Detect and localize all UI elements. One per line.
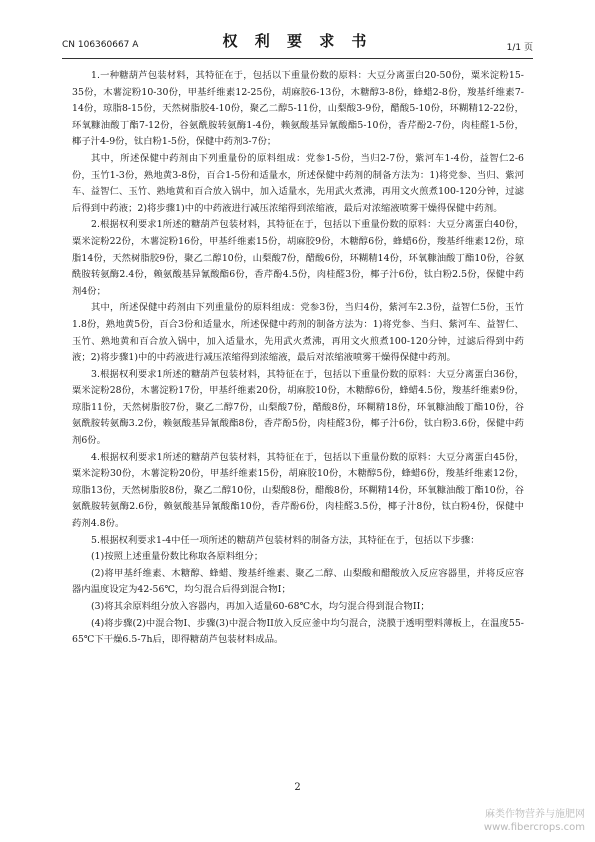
claim-1-herbal-formula: 其中，所述保健中药剂由下列重量份的原料组成：党参1-5份，当归2-7份，紫河车1-4份，益智仁2-6份，玉竹1-3份，熟地黄3-8份，百合1-5份和适量水，所述保健中药剂的制备方法为：1)将党参、当归、紫河车、益智仁、玉竹、熟地黄和百合放入锅中，加入适量水，先用武火煮沸，再用文火煎煮100-120分钟，过滤后得到中药液；2)将步骤1)中的中药液进行减压浓缩得到浓缩液，最后对浓缩液喷雾干燥得保健中药剂。: [72, 152, 524, 214]
claim-2-herbal-formula: 其中，所述保健中药剂由下列重量份的原料组成：党参3份，当归4份，紫河车2.3份，益智仁5份，玉竹1.8份，熟地黄5份，百合3份和适量水，所述保健中药剂的制备方法为：1)将党参、当归、紫河车、益智仁、玉竹、熟地黄和百合放入锅中，加入适量水，先用武火煮沸，再用文火煎煮100-120分钟，过滤后得到中药液；2)将步骤1)中的中药液进行减压浓缩得到浓缩液，最后对浓缩液喷雾干燥得保健中药剂。: [72, 302, 524, 364]
claim-5-step-4: (4)将步骤(2)中混合物I、步骤(3)中混合物II放入反应釜中均匀混合，浇膜于透明塑料薄板上，在温度55-65℃下干燥6.5-7h后，即得糖葫芦包装材料成品。: [72, 617, 524, 646]
document-title: 权 利 要 求 书: [222, 32, 373, 50]
publication-number: CN 106360667 A: [62, 40, 139, 50]
watermark: [484, 808, 585, 834]
claim-3: 3.根据权利要求1所述的糖葫芦包装材料，其特征在于，包括以下重量份数的原料：大豆分离蛋白36份，粟米淀粉28份，木薯淀粉17份，甲基纤维素20份，胡麻胶10份，木糖醇6份，蜂蜡4.5份，羧基纤维素9份，琼脂11份，天然树脂胶7份，聚乙二醇7份，山梨酸7份，醋酸8份，环糊精18份，环氧糠油酸丁酯10份，谷氨酰胺转氨酶3.2份，赖氨酸基异氰酸酯8份，香芹酚5份，肉桂醛3份，椰子汁6份，钛白粉3.6份，保健中药剂6份。: [72, 368, 524, 447]
header-divider: [62, 58, 533, 59]
claim-5-step-3: (3)将其余原料组分放入容器内，再加入适量60-68℃水，均匀混合得到混合物II；: [91, 601, 430, 612]
claims-body: [72, 68, 524, 649]
page-header: [62, 30, 533, 60]
claim-5-step-1: (1)按照上述重量份数比称取各原料组分；: [91, 551, 264, 563]
page-number: 2: [294, 782, 301, 793]
page-count: 1/1 页: [506, 43, 533, 53]
claim-4: 4.根据权利要求1所述的糖葫芦包装材料，其特征在于，包括以下重量份数的原料：大豆分离蛋白45份，粟米淀粉30份，木薯淀粉20份，甲基纤维素15份，胡麻胶10份，木糖醇5份，蜂蜡6份，羧基纤维素12份，琼脂13份，天然树脂胶8份，聚乙二醇10份，山梨酸8份，醋酸8份，环糊精14份，环氧糠油酸丁酯10份，谷氨酰胺转氨酶2.6份，赖氨酸基异氰酸酯10份，香芹酚6份，肉桂醛3.5份，椰子汁8份，钛白粉4份，保健中药剂4.8份。: [72, 451, 524, 530]
claim-5: 5.根据权利要求1-4中任一项所述的糖葫芦包装材料的制备方法，其特征在于，包括以下步骤：: [91, 534, 480, 546]
claim-1: 1.一种糖葫芦包装材料，其特征在于，包括以下重量份数的原料：大豆分离蛋白20-50份，粟米淀粉15-35份，木薯淀粉10-30份，甲基纤维素12-25份，胡麻胶6-13份，木糖醇3-8份，蜂蜡2-8份，羧基纤维素7-14份，琼脂8-15份，天然树脂胶4-10份，聚乙二醇5-11份，山梨酸3-9份，醋酸5-10份，环糊精12-22份，环氧糠油酸丁酯7-12份，谷氨酰胺转氨酶1-4份，赖氨酸基异氰酸酯5-10份，香芹酚2-7份，肉桂醛1-5份，椰子汁4-9份，钛白粉1-5份，保健中药剂3-7份；: [72, 70, 524, 148]
watermark-site-name: 麻类作物营养与施肥网: [485, 809, 585, 820]
watermark-url: www.fibercrops.com: [483, 822, 585, 833]
claim-5-step-2: (2)将甲基纤维素、木糖醇、蜂蜡、羧基纤维素、聚乙二醇、山梨酸和醋酸放入反应容器里，并将反应容器内温度设定为42-56℃，均匀混合后得到混合物I；: [72, 567, 524, 596]
claim-2: 2.根据权利要求1所述的糖葫芦包装材料，其特征在于，包括以下重量份数的原料：大豆分离蛋白40份，粟米淀粉22份，木薯淀粉16份，甲基纤维素15份，胡麻胶9份，木糖醇6份，蜂蜡6份，羧基纤维素12份，琼脂14份，天然树脂胶9份，聚乙二醇10份，山梨酸7份，醋酸6份，环糊精14份，环氧糠油酸丁酯10份，谷氨酰胺转氨酶2.4份，赖氨酸基异氰酸酯6份，香芹酚4.5份，肉桂醛3份，椰子汁6份，钛白粉2.5份，保健中药剂4份；: [72, 219, 524, 297]
